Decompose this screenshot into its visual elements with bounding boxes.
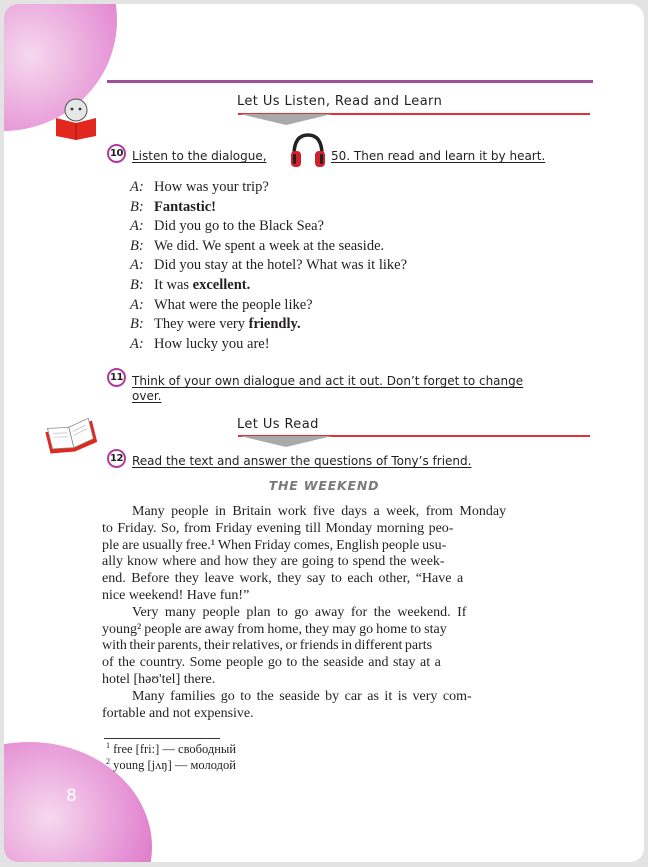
reading-boy-icon — [52, 96, 100, 140]
section-heading-listen: Let Us Listen, Read and Learn — [237, 94, 443, 109]
story-line: Very many people plan to go away for the weekend. If — [132, 604, 467, 620]
story-line: nice weekend! Have fun!” — [102, 587, 250, 603]
story-line: ple are usually free.¹ When Friday comes, English people usu- — [102, 537, 447, 553]
story-line: hotel [həʊ'tel] there. — [102, 671, 216, 687]
headphones-icon — [290, 131, 326, 169]
story-line: to Friday. So, from Friday evening till Monday morning peo- — [102, 520, 454, 536]
dialogue-line: A: Did you go to the Black Sea? — [130, 218, 324, 235]
dialogue — [130, 178, 550, 354]
page-number: 8 — [66, 786, 77, 806]
task-12-instruction: Read the text and answer the questions of Tony’s friend. — [132, 454, 472, 468]
task-number-11: 11 — [107, 368, 126, 387]
header-rule — [107, 80, 593, 83]
footnote-rule — [104, 738, 220, 739]
task-number-10: 10 — [107, 144, 126, 163]
dialogue-line: A: What were the people like? — [130, 296, 313, 313]
task-number-12: 12 — [107, 449, 126, 468]
story-line: young² people are away from home, they may go home to stay — [102, 621, 447, 637]
dialogue-line: A: Did you stay at the hotel? What was it like? — [130, 257, 408, 274]
story-line: ally know where and how they are going to spend the week- — [102, 554, 445, 570]
task-10-instruction-end: 50. Then read and learn it by heart. — [331, 149, 546, 163]
dialogue-line: B: We did. We spent a week at the seaside. — [130, 237, 385, 254]
open-book-icon — [44, 414, 98, 454]
dialogue-line: B: Fantastic! — [130, 198, 217, 215]
story-line: Many families go to the seaside by car as it is very com- — [132, 688, 472, 704]
story-title: THE WEEKEND — [268, 478, 380, 493]
story-line: fortable and not expensive. — [102, 705, 254, 721]
story-line: of the country. Some people go to the seaside and stay at a — [102, 655, 441, 671]
dialogue-line: A: How lucky you are! — [130, 335, 270, 352]
dialogue-line: B: They were very friendly. — [130, 316, 301, 333]
task-10-instruction-start: Listen to the dialogue, — [132, 149, 267, 163]
story-line: Many people in Britain work five days a week, from Monday — [132, 504, 507, 519]
dialogue-line: A: How was your trip? — [130, 179, 269, 195]
dialogue-line: B: It was excellent. — [130, 276, 251, 293]
story-line: end. Before they leave work, they say to each other, “Have a — [102, 571, 464, 587]
heading-arrow — [240, 114, 332, 125]
heading-arrow — [240, 436, 332, 447]
section-heading-read: Let Us Read — [237, 417, 319, 432]
footnote-2: $^2$ young [jʌŋ] — молодой — [106, 757, 236, 773]
footnote-1: $^1$ free [fri:] — свободный — [106, 741, 237, 757]
story-text — [102, 504, 590, 722]
task-11-instruction: Think of your own dialogue and act it out. Don’t forget to change over. — [132, 374, 524, 403]
story-line: with their parents, their relatives, or friends in different parts — [102, 638, 433, 654]
